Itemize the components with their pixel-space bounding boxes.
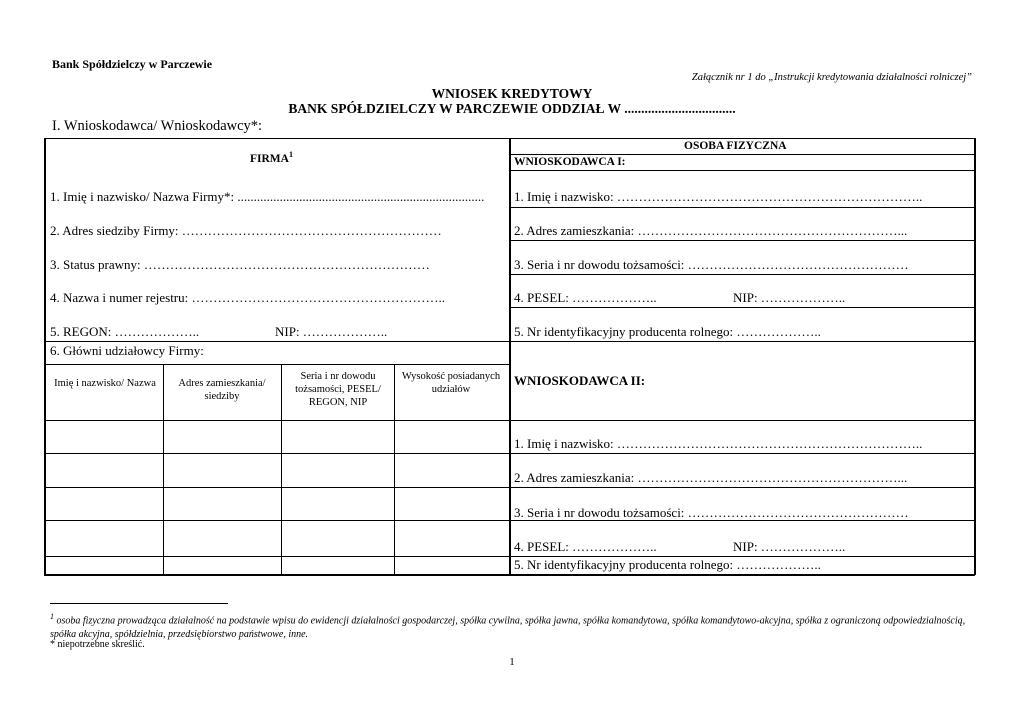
shareholders-label: 6. Główni udziałowcy Firmy: (50, 343, 204, 358)
table-row[interactable] (46, 454, 509, 487)
footnote-divider (50, 603, 228, 604)
applicant1-nip-field[interactable]: NIP: ……………….. (733, 290, 846, 305)
applicant1-producer-field[interactable]: 5. Nr identyfikacyjny producenta rolnego: ……………….. (514, 324, 821, 339)
table-row[interactable] (46, 521, 509, 556)
firm-nip-field[interactable]: NIP: ……………….. (275, 324, 388, 339)
applicant2-heading: WNIOSKODAWCA II: (514, 373, 646, 388)
registry-field[interactable]: 4. Nazwa i numer rejestru: ………………………………………………….. (50, 290, 446, 305)
page-number: 1 (509, 656, 515, 668)
applicant2-id-field[interactable]: 3. Seria i nr dowodu tożsamości: …………………………………………… (514, 505, 909, 520)
table-row[interactable] (46, 421, 509, 453)
annex-note: Załącznik nr 1 do „Instrukcji kredytowania działalności rolniczej” (691, 72, 972, 83)
col-id: Seria i nr dowodu tożsamości, PESEL/ REGON, NIP (295, 371, 381, 408)
legal-status-field[interactable]: 3. Status prawny: ………………………………………………………… (50, 257, 430, 272)
footnote-1: $^1$ osoba fizyczna prowadząca działalność na podstawie wpisu do ewidencji działalności gospodarczej, spółka cywilna, spółka jawna, spółka komandytowa, spółka komandytowo-akcyjna, spółka z ograniczoną odpowiedzialnością, spółka akcyjna, spółdzielnia, przedsiębiorstwo państwowe, inne. (50, 612, 966, 641)
applicant1-heading: WNIOSKODAWCA I: (514, 156, 626, 168)
applicant1-address-field[interactable]: 2. Adres zamieszkania: ……………………………………………………... (514, 223, 908, 238)
footnote-2: * niepotrzebne skreślić. (50, 639, 145, 650)
applicant2-nip-field[interactable]: NIP: ……………….. (733, 539, 846, 554)
col-address: Adres zamieszkania/ siedziby (178, 378, 266, 402)
applicant1-id-field[interactable]: 3. Seria i nr dowodu tożsamości: …………………………………………… (514, 257, 909, 272)
table-row[interactable] (46, 488, 509, 520)
person-heading: OSOBA FIZYCZNA (684, 140, 787, 152)
applicant2-name-field[interactable]: 1. Imię i nazwisko: …………………………………………………………….. (514, 436, 923, 451)
col-name: Imię i nazwisko/ Nazwa (54, 378, 156, 389)
applicant1-pesel-field[interactable]: 4. PESEL: ……………….. (514, 290, 657, 305)
applicant1-name-field[interactable]: 1. Imię i nazwisko: …………………………………………………………….. (514, 189, 923, 204)
form-subtitle: BANK SPÓŁDZIELCZY W PARCZEWIE ODDZIAŁ W ................................. (288, 101, 736, 116)
applicant2-producer-field[interactable]: 5. Nr identyfikacyjny producenta rolnego: ……………….. (514, 557, 821, 572)
firm-address-field[interactable]: 2. Adres siedziby Firmy: …………………………………………………… (50, 223, 442, 238)
table-row[interactable] (46, 557, 509, 574)
firm-name-field[interactable]: 1. Imię i nazwisko/ Nazwa Firmy*: ............................................................................ (50, 189, 485, 204)
applicant2-pesel-field[interactable]: 4. PESEL: ……………….. (514, 539, 657, 554)
section-heading: I. Wnioskodawca/ Wnioskodawcy*: (52, 118, 263, 134)
col-shares: Wysokość posiadanych udziałów (401, 371, 501, 395)
form-title: WNIOSEK KREDYTOWY (431, 86, 593, 101)
applicant2-address-field[interactable]: 2. Adres zamieszkania: ……………………………………………………... (514, 470, 908, 485)
bank-name: Bank Spółdzielczy w Parczewie (52, 57, 213, 71)
regon-field[interactable]: 5. REGON: ……………….. (50, 324, 200, 339)
firm-heading: FIRMA$^1$ (250, 150, 293, 165)
